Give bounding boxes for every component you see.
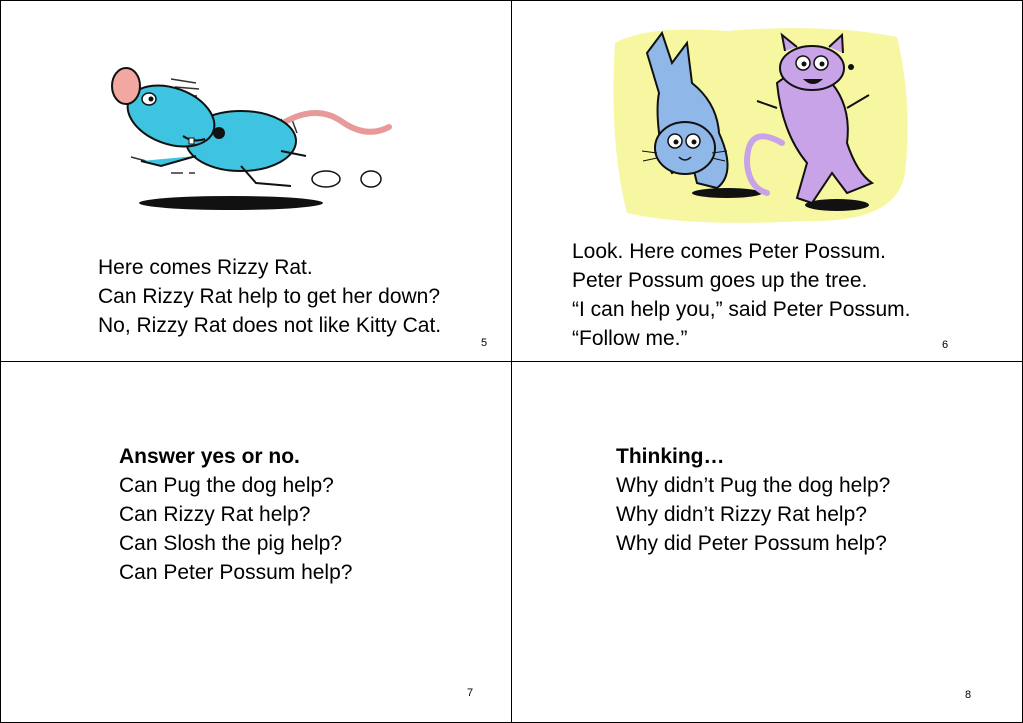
page-8-text — [616, 442, 890, 558]
page-7-panel — [0, 361, 512, 723]
page-6-line-2: Peter Possum goes up the tree. — [572, 269, 868, 292]
page-number-5: 5 — [481, 337, 488, 349]
page-5-text — [98, 253, 441, 340]
page-8-heading: Thinking… — [616, 445, 725, 468]
page-7-line-3: Can Slosh the pig help? — [119, 532, 342, 555]
page-6-panel — [511, 0, 1023, 362]
page-7-heading: Answer yes or no. — [119, 445, 300, 468]
page-8-panel — [511, 361, 1023, 723]
page-8-line-3: Why did Peter Possum help? — [616, 532, 887, 555]
page-5-line-1: Here comes Rizzy Rat. — [98, 256, 313, 279]
page-number-8: 8 — [965, 689, 972, 701]
page-5-line-2: Can Rizzy Rat help to get her down? — [98, 285, 441, 308]
page-number-6: 6 — [942, 339, 949, 351]
page-6-line-4: “Follow me.” — [572, 327, 688, 350]
page-7-line-1: Can Pug the dog help? — [119, 474, 334, 497]
rat-illustration — [101, 61, 401, 216]
page-5-line-3: No, Rizzy Rat does not like Kitty Cat. — [98, 314, 442, 337]
page-8-line-1: Why didn’t Pug the dog help? — [616, 474, 891, 497]
page-7-line-2: Can Rizzy Rat help? — [119, 503, 311, 526]
page-7-line-4: Can Peter Possum help? — [119, 561, 353, 584]
page-5-panel — [0, 0, 512, 362]
page-number-7: 7 — [467, 687, 474, 699]
cat-possum-illustration — [607, 23, 917, 225]
page-7-text — [119, 442, 352, 587]
page-6-text — [572, 237, 911, 353]
page-6-line-3: “I can help you,” said Peter Possum. — [572, 298, 911, 321]
page-8-line-2: Why didn’t Rizzy Rat help? — [616, 503, 867, 526]
page-6-line-1: Look. Here comes Peter Possum. — [572, 240, 886, 263]
